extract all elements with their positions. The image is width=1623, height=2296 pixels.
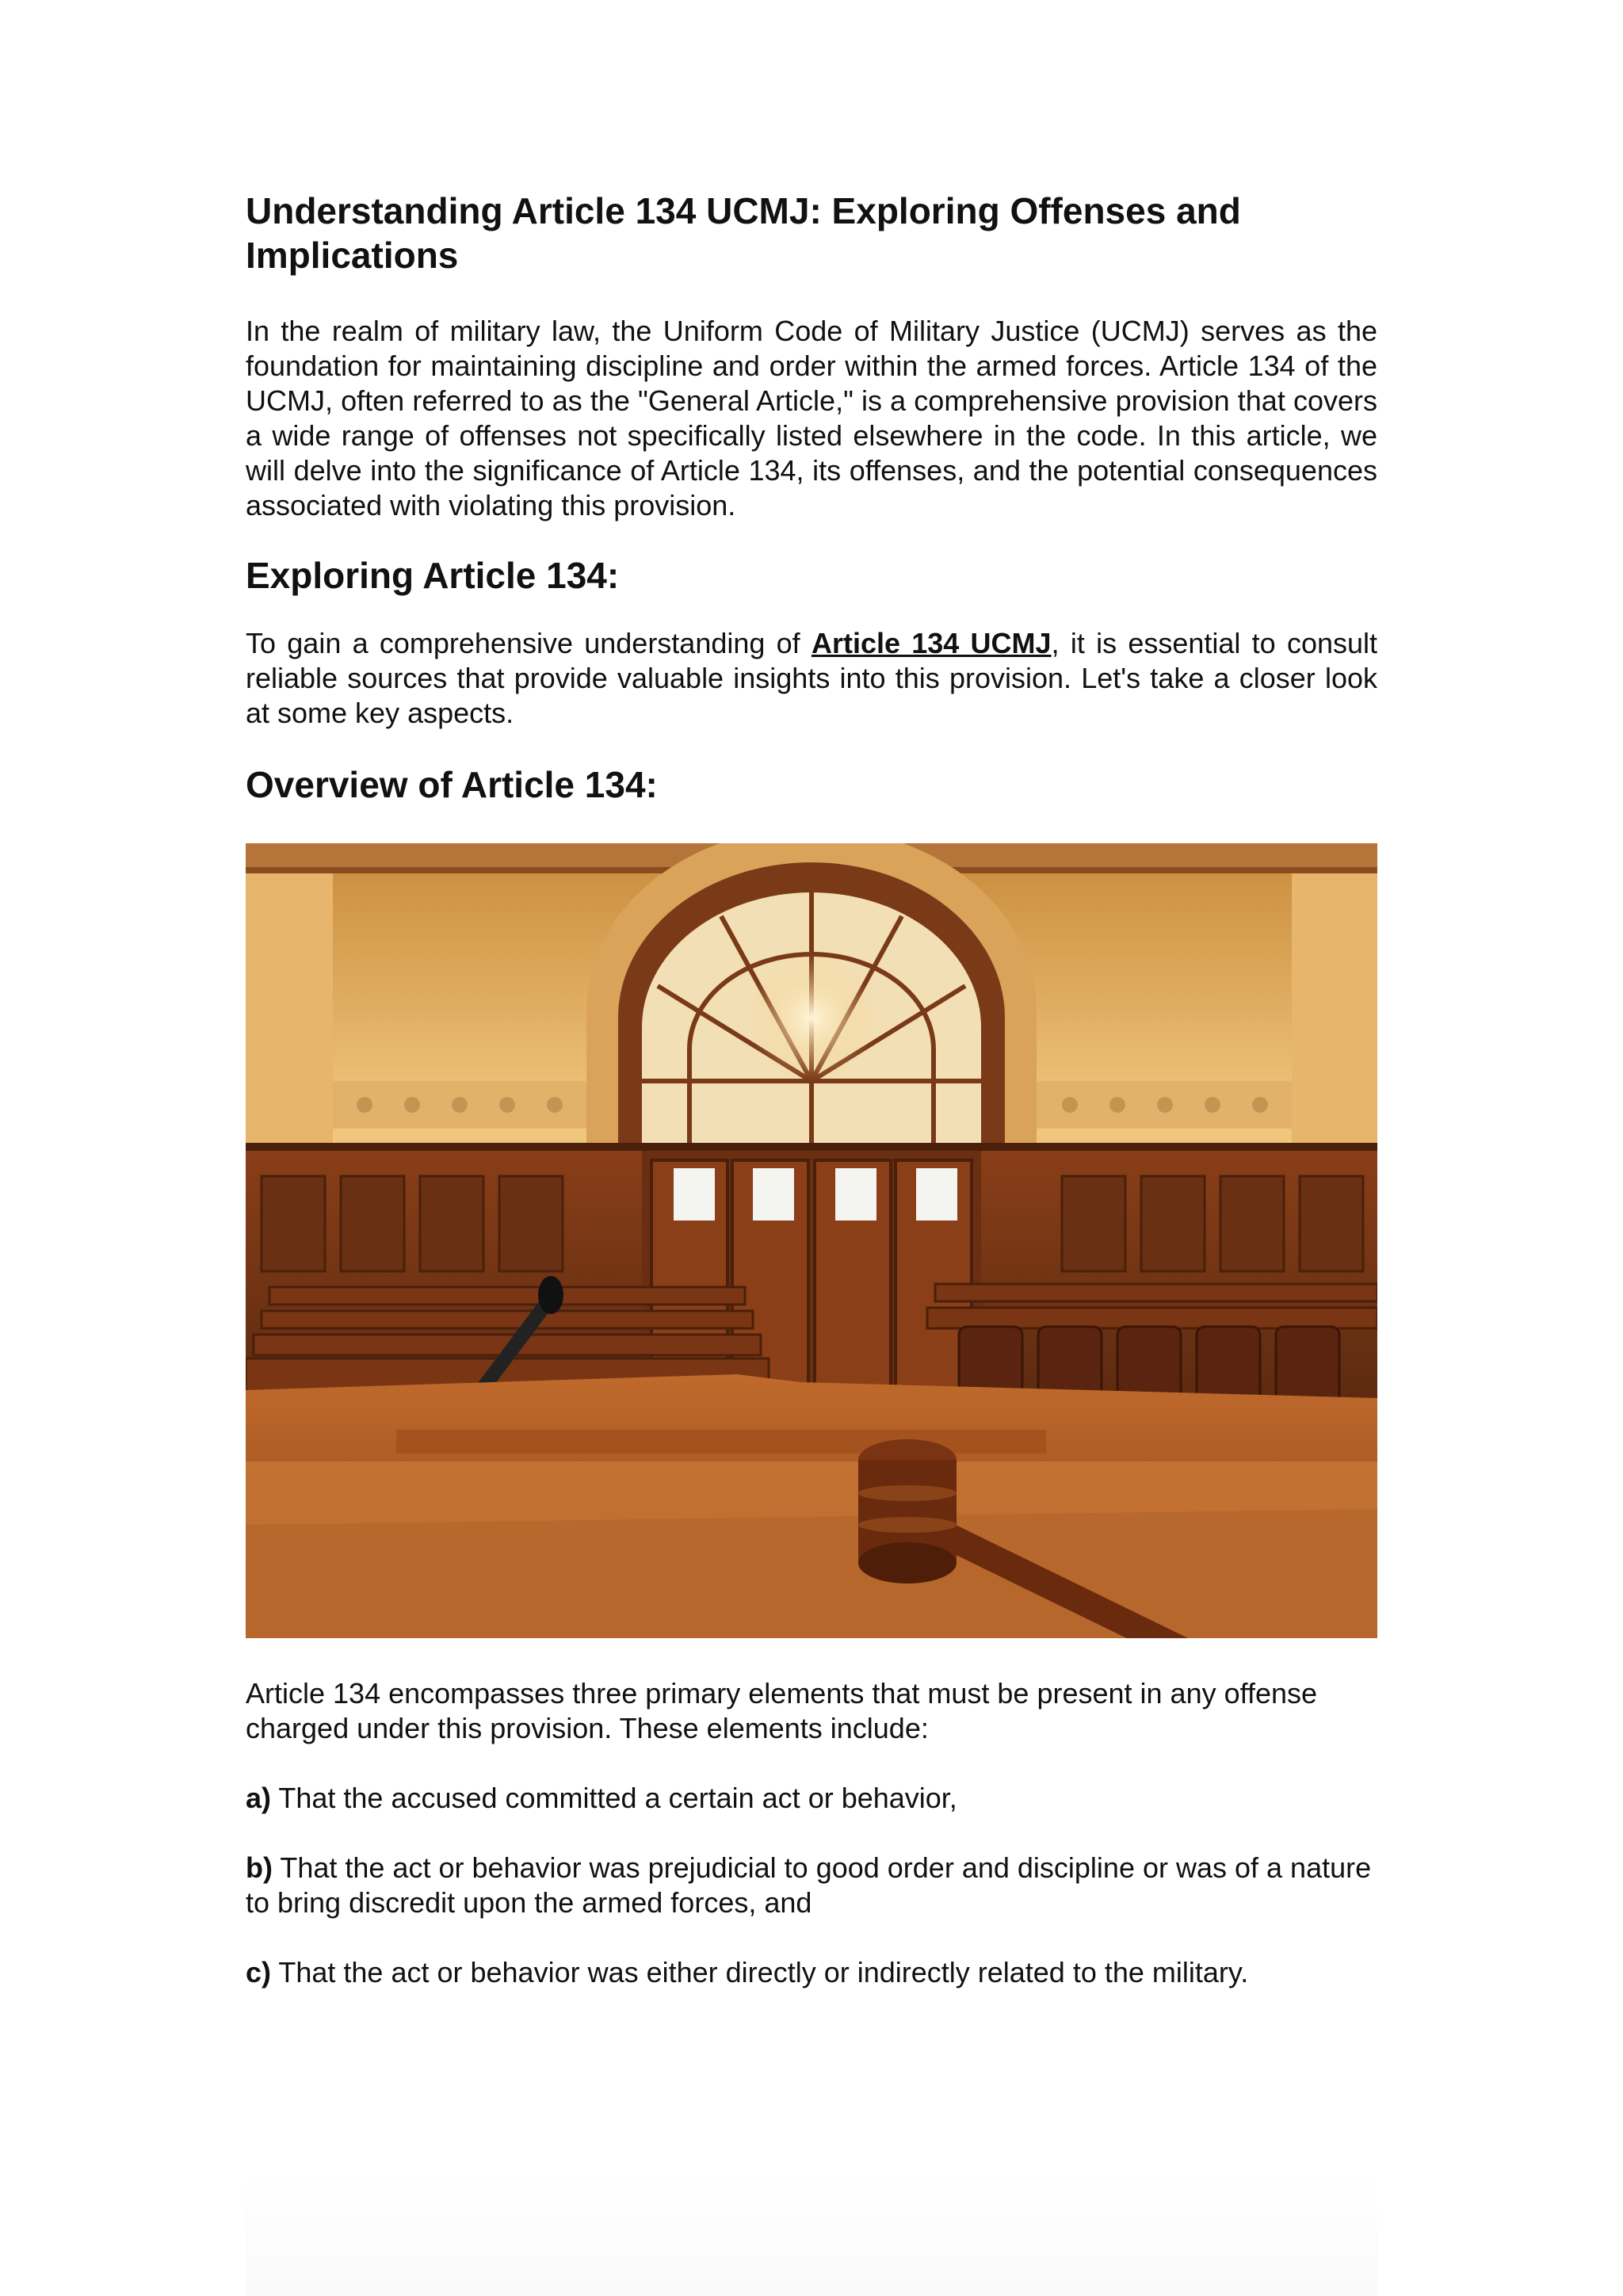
exploring-paragraph: [246, 626, 1377, 731]
element-marker-a: a): [246, 1782, 272, 1814]
article-body: [246, 189, 1377, 1990]
element-item-c: [246, 1955, 1377, 1990]
courtroom-illustration: [246, 843, 1377, 1638]
elements-intro-paragraph: Article 134 encompasses three primary elements that must be present in any offense charged under this provision. These elements include:: [246, 1677, 1318, 1744]
exploring-text-before: To gain a comprehensive understanding of: [246, 627, 812, 659]
element-text-c: That the act or behavior was either directly or indirectly related to the military.: [271, 1956, 1249, 1988]
element-item-b: [246, 1851, 1377, 1920]
element-item-a: [246, 1781, 1377, 1816]
courtroom-photo: [246, 843, 1377, 1638]
heading-overview: Overview of Article 134:: [246, 764, 658, 805]
element-marker-b: b): [246, 1851, 273, 1884]
page-bottom-shade: [246, 2172, 1377, 2296]
intro-paragraph: In the realm of military law, the Uniform Code of Military Justice (UCMJ) serves as the foundation for maintaining discipline and order within the armed forces. Article 134 of the UCMJ, often referred to as the "General Article," is a comprehensive provision that covers a wide range of offenses not specifically listed elsewhere in the code. In this article, we will delve into the significance of Article 134, its offenses, and the potential consequences associated with violating this provision.: [246, 315, 1377, 521]
element-text-a: That the accused committed a certain act or behavior,: [271, 1782, 957, 1814]
article-134-link[interactable]: Article 134 UCMJ: [811, 627, 1052, 659]
element-marker-c: c): [246, 1956, 272, 1988]
exploring-text-after: , it is essential to consult reliable sources that provide valuable insights into this provision. Let's take a closer look at some key aspects.: [246, 627, 1378, 729]
element-text-b: That the act or behavior was prejudicial to good order and discipline or was of a nature to bring discredit upon the armed forces, and: [246, 1851, 1372, 1919]
article-title: Understanding Article 134 UCMJ: Exploring Offenses and Implications: [246, 190, 1241, 276]
heading-exploring: Exploring Article 134:: [246, 555, 620, 596]
